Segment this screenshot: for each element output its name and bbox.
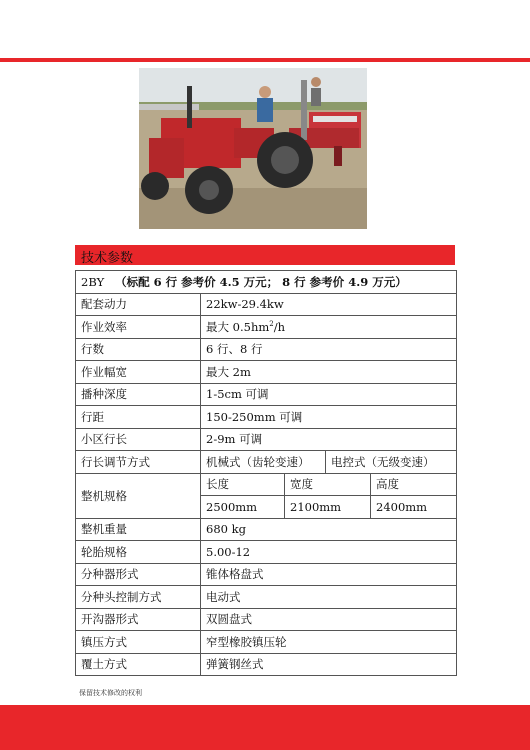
table-row	[76, 428, 457, 451]
spec-label: 分种器形式	[76, 563, 201, 586]
table-row	[76, 518, 457, 541]
top-red-rule	[0, 58, 530, 62]
spec-value: 22kw-29.4kw	[201, 293, 457, 316]
spec-value: 窄型橡胶镇压轮	[201, 631, 457, 654]
table-row	[76, 316, 457, 339]
spec-label: 行长调节方式	[76, 451, 201, 474]
table-row	[76, 383, 457, 406]
table-row	[76, 293, 457, 316]
spec-value: 弹簧钢丝式	[201, 653, 457, 676]
dim-value-height: 2400mm	[371, 496, 457, 519]
efficiency-sup: 2	[269, 319, 274, 328]
table-row	[76, 473, 457, 496]
model-row	[76, 271, 457, 294]
spec-label: 镇压方式	[76, 631, 201, 654]
table-row	[76, 361, 457, 384]
table-row	[76, 406, 457, 429]
spec-value-electric: 电控式（无级变速）	[326, 451, 457, 474]
spec-value: 最大 2m	[201, 361, 457, 384]
spec-label: 整机规格	[76, 473, 201, 518]
table-row	[76, 586, 457, 609]
model-cell	[76, 271, 457, 294]
spec-label: 整机重量	[76, 518, 201, 541]
spec-value: 锥体格盘式	[201, 563, 457, 586]
eight-row-price: 8 行 参考价 4.9 万元）	[278, 274, 407, 289]
spec-value: 1-5cm 可调	[201, 383, 457, 406]
tractor-illustration	[139, 68, 367, 229]
spec-value: 6 行、8 行	[201, 338, 457, 361]
spec-label: 配套动力	[76, 293, 201, 316]
spec-value: 2-9m 可调	[201, 428, 457, 451]
spec-label: 轮胎规格	[76, 541, 201, 564]
section-header-bar	[75, 245, 455, 265]
dim-header-height: 高度	[371, 473, 457, 496]
spec-label: 作业效率	[76, 316, 201, 339]
table-row	[76, 608, 457, 631]
model-name: 2BY	[81, 274, 105, 289]
spec-value: 双圆盘式	[201, 608, 457, 631]
spec-label: 开沟器形式	[76, 608, 201, 631]
table-row	[76, 451, 457, 474]
spec-table	[75, 270, 457, 676]
spec-label: 播种深度	[76, 383, 201, 406]
spec-value: 680 kg	[201, 518, 457, 541]
spec-label: 小区行长	[76, 428, 201, 451]
spec-label: 行距	[76, 406, 201, 429]
spec-value	[201, 316, 457, 339]
bottom-red-band	[0, 705, 530, 750]
tractor-seeder-photo	[139, 68, 367, 229]
spec-value: 150-250mm 可调	[201, 406, 457, 429]
spec-value-mechanical: 机械式（齿轮变速）	[201, 451, 326, 474]
table-row	[76, 563, 457, 586]
efficiency-tail: /h	[273, 319, 286, 334]
dim-value-width: 2100mm	[285, 496, 371, 519]
spec-label: 作业幅宽	[76, 361, 201, 384]
spec-value: 5.00-12	[201, 541, 457, 564]
spec-label: 覆土方式	[76, 653, 201, 676]
spec-value: 电动式	[201, 586, 457, 609]
dim-value-length: 2500mm	[201, 496, 285, 519]
table-row	[76, 653, 457, 676]
standard-price: （标配 6 行 参考价 4.5 万元；	[115, 274, 279, 289]
spec-label: 行数	[76, 338, 201, 361]
efficiency-main: 最大 0.5hm	[206, 319, 270, 334]
dim-header-length: 长度	[201, 473, 285, 496]
section-title: 技术参数	[81, 251, 134, 266]
table-row	[76, 541, 457, 564]
table-row	[76, 631, 457, 654]
table-row	[76, 338, 457, 361]
dim-header-width: 宽度	[285, 473, 371, 496]
spec-label: 分种头控制方式	[76, 586, 201, 609]
footnote: 保留技术修改的权利	[79, 689, 142, 697]
